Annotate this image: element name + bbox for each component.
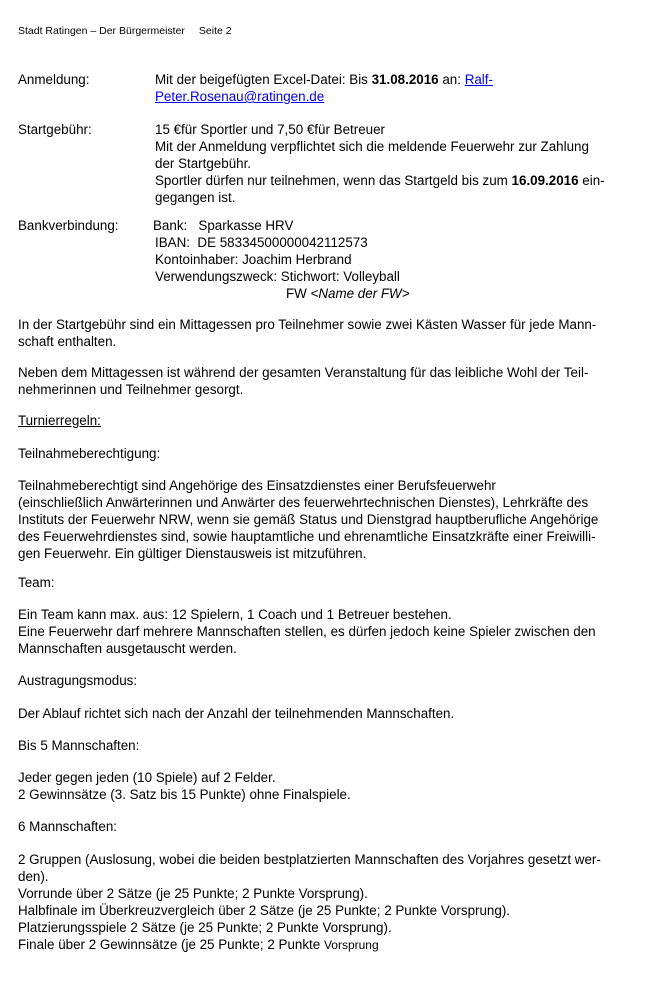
heading-turnierregeln: Turnierregeln: [18,413,101,428]
heading-teilnahmeberechtigung: Teilnahmeberechtigung: [18,446,161,461]
text-line: gen Feuerwehr. Ein gültiger Dienstausweis ist mitzuführen. [18,546,367,561]
text-line: Instituts der Feuerwehr NRW, wenn sie gemäß Status und Dienstgrad hauptberufliche Angehörige [18,512,599,527]
bank-iban: IBAN: DE 58334500000042112573 [155,235,368,250]
paragraph-teilnahmeberechtigung [18,477,643,562]
text-line: Teilnahmeberechtigt sind Angehörige des Einsatzdienstes einer Berufsfeuerwehr [18,478,496,493]
text-line: des Feuerwehrdienstes sind, sowie hauptamtliche und ehrenamtliche Einsatzkräfte einer Freiwilli- [18,529,596,544]
heading-austragungsmodus: Austragungsmodus: [18,673,138,688]
text-line: In der Startgebühr sind ein Mittagessen pro Teilnehmer sowie zwei Kästen Wasser für jede Mann- [18,317,597,332]
text-span: Finale über 2 Gewinnsätze (je 25 Punkte; 2 Punkte [18,937,324,952]
anmeldung-date: 31.08.2016 [371,72,439,87]
paragraph-6-mannschaften [18,851,643,954]
paragraph-team [18,606,643,657]
bank-label: Bankverbindung: [18,218,119,233]
text-span: Vorsprung [323,938,379,952]
paragraph-verpflegung [18,364,643,398]
anmeldung-text-mid: an: [438,72,465,87]
startgebuehr-value [155,121,645,206]
text-line: schaft enthalten. [18,334,117,349]
text-line: 2 Gewinnsätze (3. Satz bis 15 Punkte) ohne Finalspiele. [18,787,351,802]
startgebuehr-text: ein- [578,173,605,188]
text-line [18,936,643,954]
text-line: Jeder gegen jeden (10 Spiele) auf 2 Felder. [18,770,276,785]
startgebuehr-line: 15 €für Sportler und 7,50 €für Betreuer [155,122,386,137]
bank-fw [153,285,643,302]
bank-name: Bank: Sparkasse HRV [153,218,294,233]
startgebuehr-label: Startgebühr: [18,122,92,137]
bank-value [153,217,643,302]
paragraph-bis-5-mannschaften [18,769,643,803]
text-line: Mannschaften ausgetauscht werden. [18,641,237,656]
heading-6-mannschaften: 6 Mannschaften: [18,819,118,834]
bank-fw-prefix: FW [286,286,311,301]
text-line: 2 Gruppen (Auslosung, wobei die beiden bestplatzierten Mannschaften des Vorjahres gesetzt wer- [18,852,601,867]
email-link-part1[interactable]: Ralf- [464,72,493,87]
text-line: Eine Feuerwehr darf mehrere Mannschaften stellen, es dürfen jedoch keine Spieler zwischen den [18,624,596,639]
paragraph-startgebuehr-info [18,316,643,350]
text-line: (einschließlich Anwärterinnen und Anwärter des feuerwehrtechnischen Dienstes), Lehrkräfte des [18,495,589,510]
bank-fw-name: <Name der FW> [310,286,410,301]
paragraph-austragungsmodus: Der Ablauf richtet sich nach der Anzahl der teilnehmenden Mannschaften. [18,706,455,721]
startgebuehr-text: Sportler dürfen nur teilnehmen, wenn das Startgeld bis zum [155,173,512,188]
startgebuehr-deadline: 16.09.2016 [511,173,579,188]
email-link-part2[interactable]: Peter.Rosenau@ratingen.de [155,89,325,104]
startgebuehr-line: Mit der Anmeldung verpflichtet sich die meldende Feuerwehr zur Zahlung [155,139,589,154]
text-line: nehmerinnen und Teilnehmer gesorgt. [18,382,244,397]
heading-team: Team: [18,575,55,590]
header-org: Stadt Ratingen – Der Bürgermeister [18,25,185,37]
heading-bis-5-mannschaften: Bis 5 Mannschaften: [18,738,140,753]
anmeldung-label: Anmeldung: [18,72,90,87]
text-line: Platzierungsspiele 2 Sätze (je 25 Punkte; 2 Punkte Vorsprung). [18,920,392,935]
text-line: Ein Team kann max. aus: 12 Spielern, 1 Coach und 1 Betreuer bestehen. [18,607,452,622]
text-line: Vorrunde über 2 Sätze (je 25 Punkte; 2 Punkte Vorsprung). [18,886,368,901]
bank-purpose: Verwendungszweck: Stichwort: Volleyball [155,269,400,284]
bank-holder: Kontoinhaber: Joachim Herbrand [155,252,352,267]
anmeldung-text: Mit der beigefügten Excel-Datei: Bis [155,72,372,87]
text-line: Halbfinale im Überkreuzvergleich über 2 Sätze (je 25 Punkte; 2 Punkte Vorsprung). [18,903,510,918]
page-header [18,25,232,38]
startgebuehr-line: der Startgebühr. [155,156,252,171]
header-page-number: Seite 2 [198,25,232,37]
text-line: Neben dem Mittagessen ist während der gesamten Veranstaltung für das leibliche Wohl der Teil- [18,365,589,380]
text-line: den). [18,869,49,884]
startgebuehr-line [155,172,645,189]
anmeldung-value [155,71,645,105]
startgebuehr-line: gegangen ist. [155,190,236,205]
